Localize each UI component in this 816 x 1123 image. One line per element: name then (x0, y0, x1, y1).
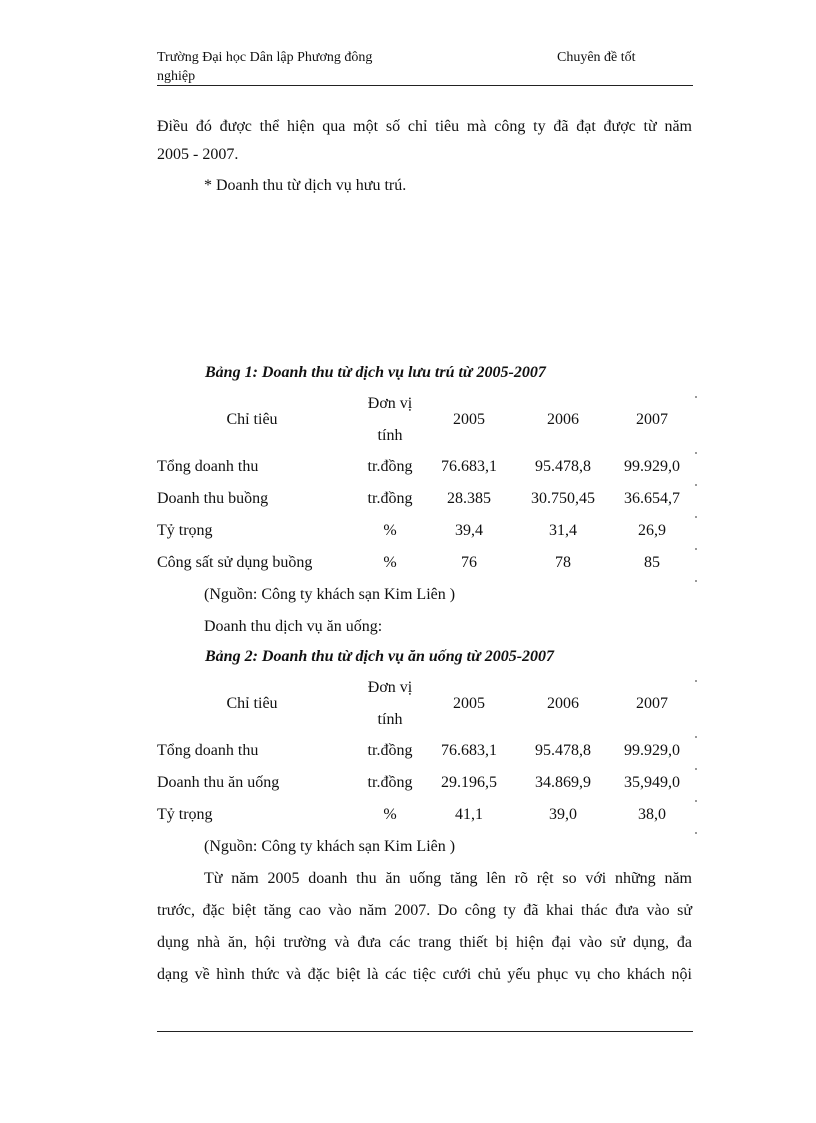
table2-row-unit: tr.đồng (367, 774, 413, 791)
table1-header-2006: 2006 (547, 411, 579, 428)
table2-row-2006: 34.869,9 (535, 774, 591, 791)
document-topic: Chuyên đề tốt (557, 50, 636, 65)
conclusion-line-2: trước, đặc biệt tăng cao vào năm 2007. Do công ty đã khai thác đưa vào sử (157, 902, 692, 919)
table2-header-indicator: Chỉ tiêu (226, 695, 278, 712)
table2-row-2005: 41,1 (455, 806, 483, 823)
table1-row-indicator: Công sất sử dụng buồng (157, 554, 313, 571)
table1-row-unit: % (383, 554, 397, 571)
table1-row-2007: 99.929,0 (624, 458, 680, 475)
table1-source: (Nguồn: Công ty khách sạn Kim Liên ) (204, 586, 456, 603)
table1-row-2007: 36.654,7 (624, 490, 680, 507)
table1-row-unit: % (383, 522, 397, 539)
table1-border-mark (695, 452, 697, 454)
table1-row-2007: 26,9 (638, 522, 666, 539)
table2-border-mark (695, 680, 697, 682)
table2-border-mark (695, 832, 697, 834)
table2-row-indicator: Tổng doanh thu (157, 742, 259, 759)
table1-row-2005: 39,4 (455, 522, 483, 539)
table1-header-unit-line1: Đơn vị (367, 395, 413, 412)
intro-line-2: 2005 - 2007. (157, 146, 239, 163)
table2-row-2007: 38,0 (638, 806, 666, 823)
document-topic-continued: nghiệp (157, 69, 196, 84)
conclusion-line-4: dạng về hình thức và đặc biệt là các tiệc cưới chủ yếu phục vụ cho khách nội (157, 966, 692, 983)
table2-header-2007: 2007 (636, 695, 668, 712)
table1-border-mark (695, 516, 697, 518)
table1-caption: Bảng 1: Doanh thu từ dịch vụ lưu trú từ 2005-2007 (205, 364, 546, 381)
footer-divider (157, 1031, 693, 1032)
table2-row-2006: 95.478,8 (535, 742, 591, 759)
section-bullet-lodging: * Doanh thu từ dịch vụ hưu trú. (204, 177, 407, 194)
table2-caption: Bảng 2: Doanh thu từ dịch vụ ăn uống từ 2005-2007 (205, 648, 555, 665)
table1-row-indicator: Tổng doanh thu (157, 458, 259, 475)
table1-border-mark (695, 548, 697, 550)
table1-header-2007: 2007 (636, 411, 668, 428)
table1-row-2006: 31,4 (549, 522, 577, 539)
table2-row-2005: 76.683,1 (441, 742, 497, 759)
table1-border-mark (695, 580, 697, 582)
table1-row-indicator: Tỷ trọng (157, 522, 213, 539)
table1-header-indicator: Chỉ tiêu (226, 411, 278, 428)
table2-header-unit-line1: Đơn vị (367, 679, 413, 696)
table2-row-unit: % (383, 806, 397, 823)
table1-header-unit-line2: tính (377, 427, 403, 444)
table1-row-2006: 30.750,45 (531, 490, 595, 507)
table2-row-indicator: Doanh thu ăn uống (157, 774, 280, 791)
table1-row-2006: 95.478,8 (535, 458, 591, 475)
table2-border-mark (695, 800, 697, 802)
table2-border-mark (695, 736, 697, 738)
table1-row-2005: 76 (461, 554, 477, 571)
header-divider (157, 85, 693, 86)
table1-row-unit: tr.đồng (367, 490, 413, 507)
conclusion-line-3: dụng nhà ăn, hội trường và đưa các trang thiết bị hiện đại vào sử dụng, đa (157, 934, 692, 951)
table1-row-2005: 76.683,1 (441, 458, 497, 475)
food-service-heading: Doanh thu dịch vụ ăn uống: (204, 618, 383, 635)
table2-row-2006: 39,0 (549, 806, 577, 823)
table1-row-unit: tr.đồng (367, 458, 413, 475)
table2-row-2007: 99.929,0 (624, 742, 680, 759)
table1-header-2005: 2005 (453, 411, 485, 428)
table1-row-2007: 85 (644, 554, 660, 571)
conclusion-line-1: Từ năm 2005 doanh thu ăn uống tăng lên rõ rệt so với những năm (204, 870, 692, 887)
table2-header-2005: 2005 (453, 695, 485, 712)
table1-row-indicator: Doanh thu buồng (157, 490, 269, 507)
table1-border-mark (695, 396, 697, 398)
intro-line-1: Điều đó được thể hiện qua một số chỉ tiêu mà công ty đã đạt được từ năm (157, 118, 692, 135)
table2-row-2007: 35,949,0 (624, 774, 680, 791)
school-name: Trường Đại học Dân lập Phương đông (157, 50, 373, 65)
table2-row-indicator: Tỷ trọng (157, 806, 213, 823)
table2-row-2005: 29.196,5 (441, 774, 497, 791)
table2-border-mark (695, 768, 697, 770)
table2-header-unit-line2: tính (377, 711, 403, 728)
table2-source: (Nguồn: Công ty khách sạn Kim Liên ) (204, 838, 456, 855)
table1-row-2006: 78 (555, 554, 571, 571)
table2-row-unit: tr.đồng (367, 742, 413, 759)
table2-header-2006: 2006 (547, 695, 579, 712)
table1-border-mark (695, 484, 697, 486)
table1-row-2005: 28.385 (447, 490, 491, 507)
